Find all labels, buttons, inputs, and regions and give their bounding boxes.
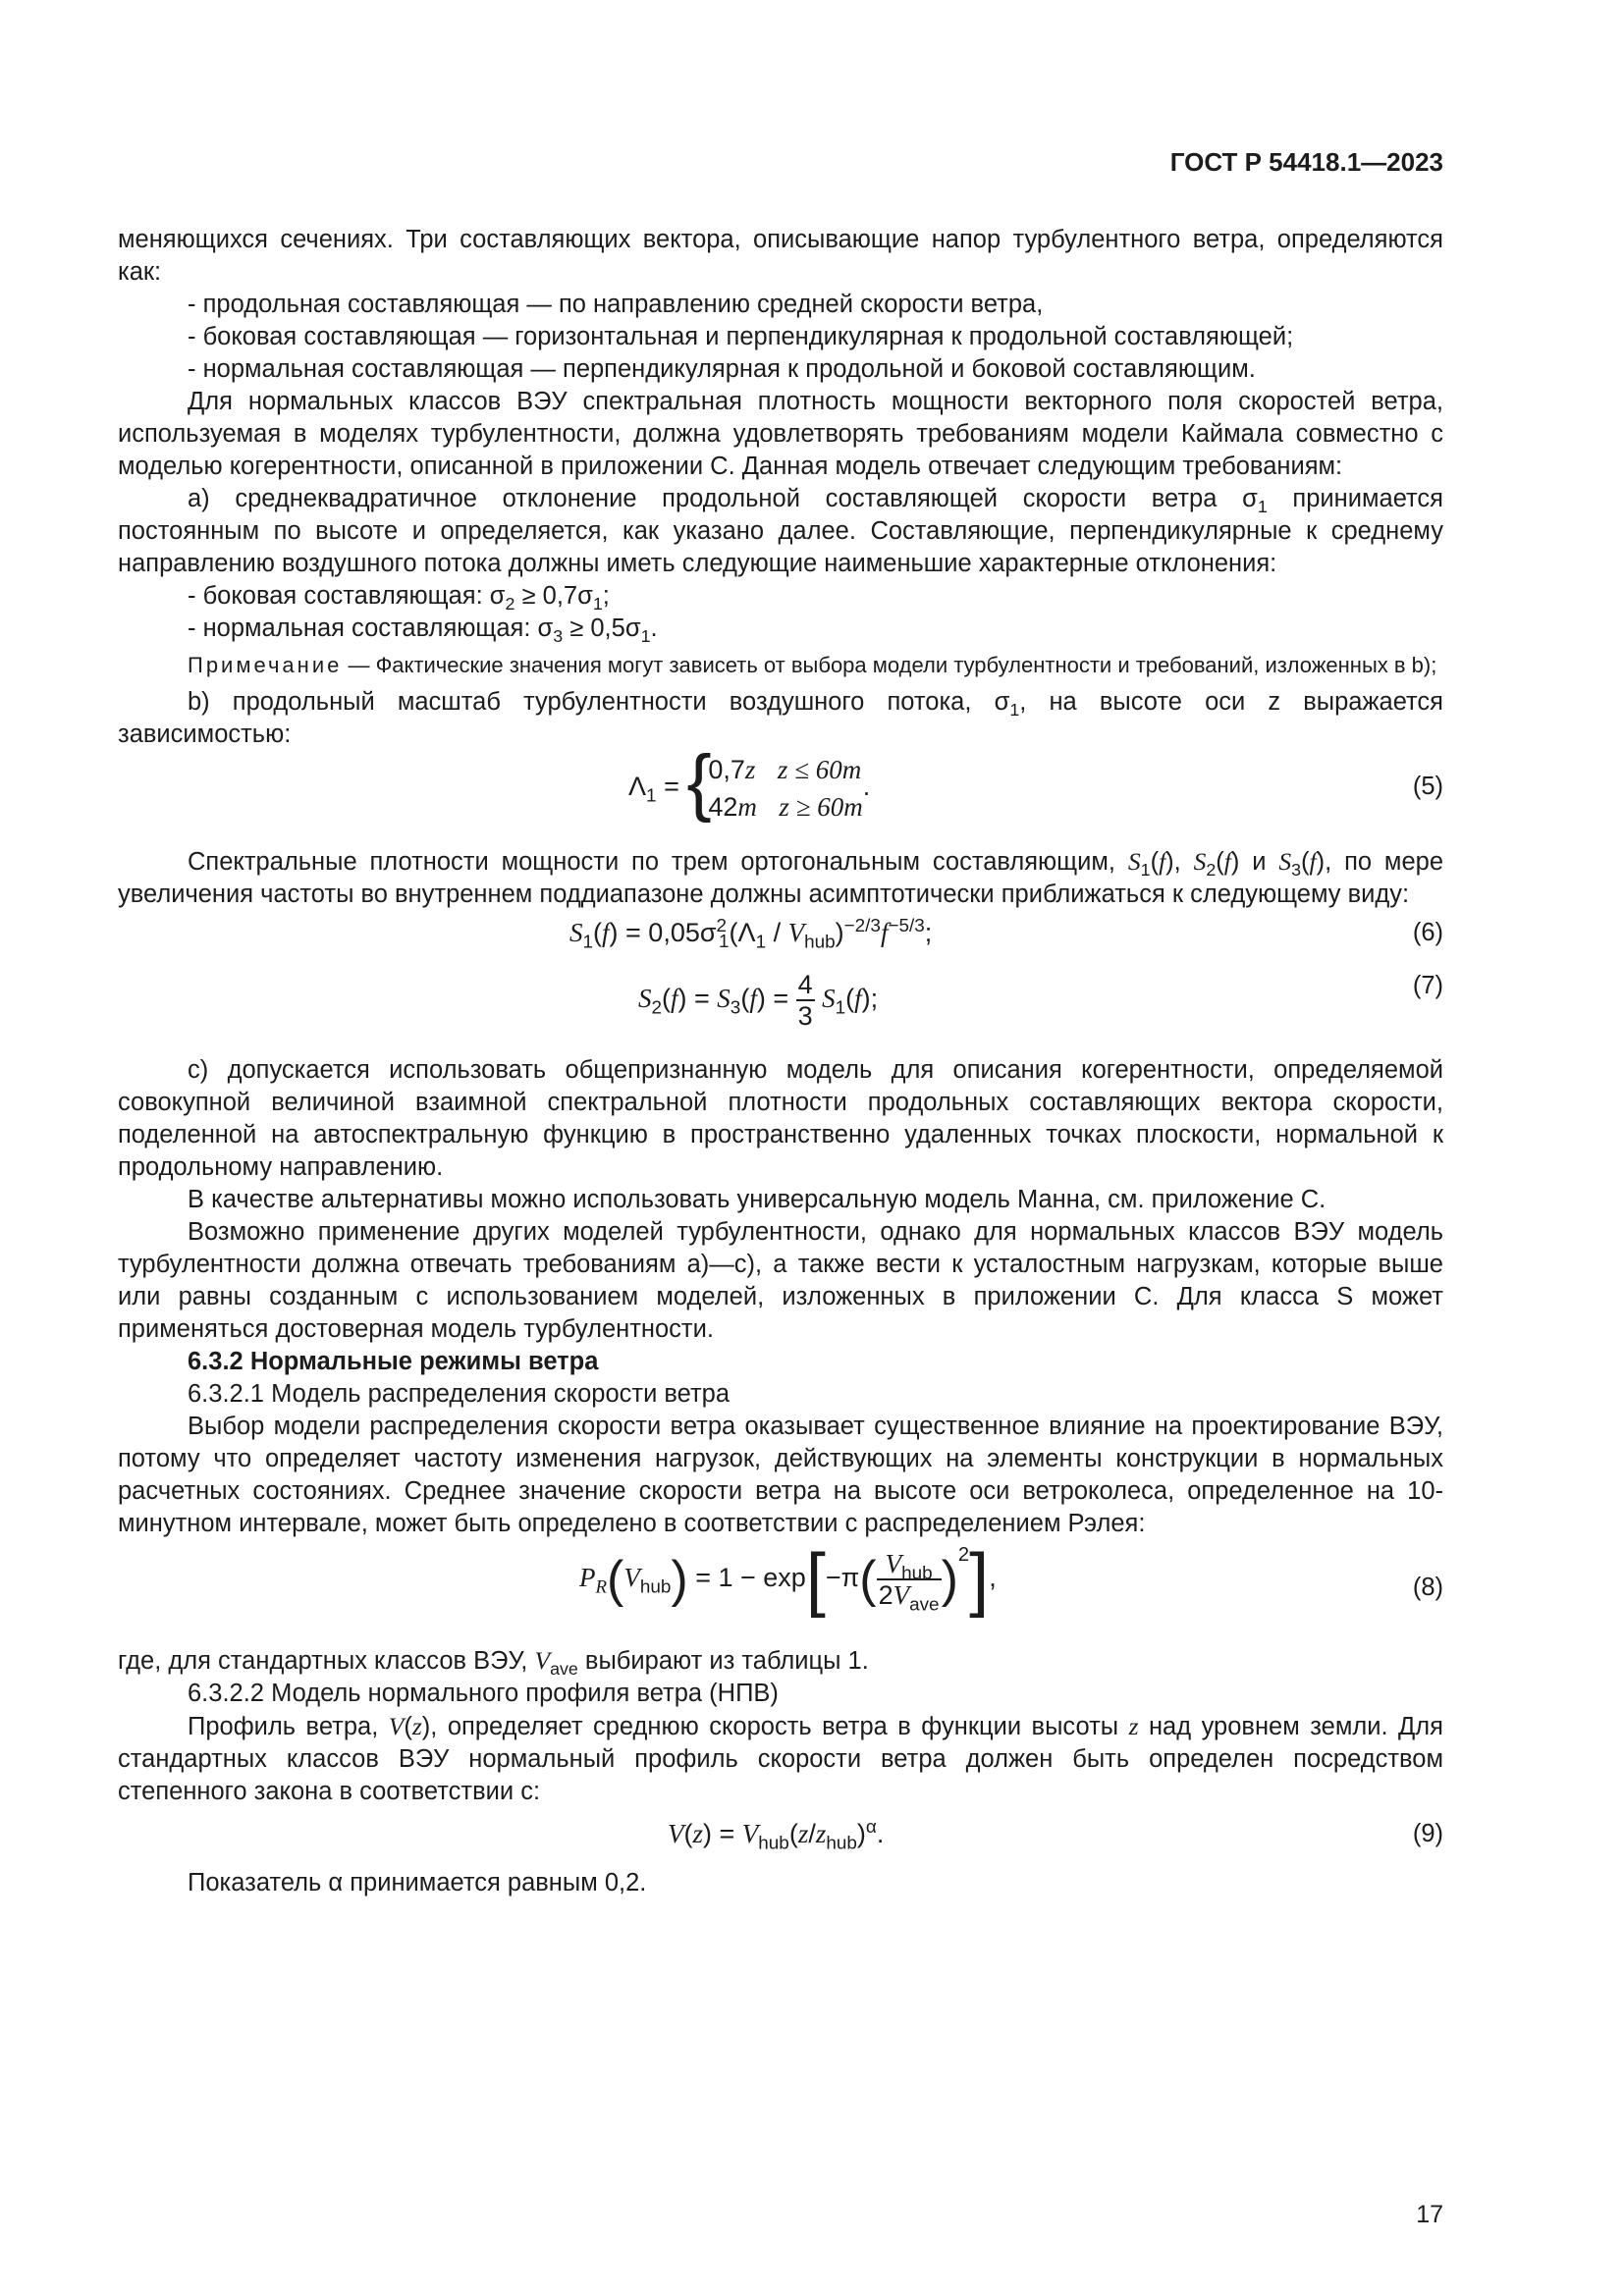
paragraph-kaimal: Для нормальных классов ВЭУ спектральная плотность мощности векторного поля скоростей ветра, используемая в моделях турбулентности, должна удовлетворять требованиям модели Каймала совместно с моделью когерентности, описанной в приложении С. Данная модель отвечает следующим требованиям: [118,388,1443,480]
list-item: - продольная составляющая — по направлению средней скорости ветра, [188,291,1044,318]
sigma-lateral: - боковая составляющая: $\sigma_2 \ge 0,7\sigma_1$; [188,582,610,614]
equation-9: $V(z) = V_{hub}(z/z_{hub})^\alpha$. (9) [668,1817,1443,1854]
equation-number: (5) [1412,773,1443,800]
equation-7: $S_2(f) = S_3(f)$ = $\frac{4}{3}$ $S_1(f)$; (7) [638,970,1443,1031]
equation-number: (8) [1412,1574,1443,1601]
paragraph-vave: где, для стандартных классов ВЭУ, $V_{ave}$ выбирают из таблицы 1. [118,1646,869,1680]
paragraph-item-c: с) допускается использовать общепризнанную модель для описания когерентности, определяемой совокупной величиной взаимной спектральной плотности продольных составляющих вектора скорости, поделенной на автоспектральную функцию в пространственно удаленных точках плоскости, нормальной к продольному направлению. [118,1056,1443,1181]
subsection-heading: 6.3.2.1 Модель распределения скорости ветра [188,1380,731,1408]
paragraph-mann: В качестве альтернативы можно использовать универсальную модель Манна, см. приложение С. [188,1186,1326,1213]
paragraph-other-models: Возможно применение других моделей турбулентности, однако для нормальных классов ВЭУ модель турбулентности должна отвечать требованиям а)—с), а также вести к усталостным нагрузкам, которые выше или равны созданным с использованием моделей, изложенных в приложении С. Для класса S может применяться достоверная модель турбулентности. [118,1218,1443,1343]
paragraph-rayleigh: Выбор модели распределения скорости ветра оказывает существенное влияние на проектирование ВЭУ, потому что определяет частоту изменения нагрузок, действующих на элементы конструкции в нормальных расчетных состояниях. Среднее значение скорости ветра на высоте оси ветроколеса, определенное на 10-минутном интервале, может быть определено в соответствии с распределением Рэлея: [118,1413,1443,1537]
subsection-heading: 6.3.2.2 Модель нормального профиля ветра (НПВ) [188,1680,779,1707]
note: Примечание — Фактические значения могут зависеть от выбора модели турбулентности и требований, изложенных в b); [188,653,1437,677]
equation-number: (9) [1412,1820,1443,1847]
note-label: Примечание [188,653,343,677]
equation-8: $P_R(V_{hub}) = 1 - \exp[-\pi$( $\frac{V_{hub}}{2V_{ave}}$ )$^2$], (8) [579,1540,1443,1619]
equation-6: $S_1(f) = 0,05\sigma^2_1(\Lambda_1 / V_{hub})^{-2/3}f^{-5/3}$; (6) [569,916,1443,953]
paragraph-profile: Профиль ветра, V(z), определяет среднюю скорость ветра в функции высоты z над уровнем земли. Для стандартных классов ВЭУ нормальный профиль скорости ветра должен быть определен посредством степенного закона в соответствии с: [118,1712,1443,1805]
paragraph-intro: меняющихся сечениях. Три составляющих вектора, описывающие напор турбулентного ветра, определяются как: [118,226,1443,286]
list-item: - боковая составляющая — горизонтальная и перпендикулярная к продольной составляющей; [188,323,1294,350]
paragraph-alpha: Показатель α принимается равным 0,2. [188,1869,647,1896]
sigma-normal: - нормальная составляющая: $\sigma_3 \ge 0,5\sigma_1$. [188,614,658,647]
section-heading: 6.3.2 Нормальные режимы ветра [188,1348,599,1375]
paragraph-item-b: b) продольный масштаб турбулентности воздушного потока, $\sigma_1$, на высоте оси z выражается зависимостью: [118,688,1443,748]
page-body [118,224,1443,1899]
list-item: - нормальная составляющая — перпендикулярная к продольной и боковой составляющим. [188,355,1256,383]
equation-5: $\Lambda_1$ = { 0,7z z ≤ 60m 42m z ≥ 60m . (5) [628,740,1443,824]
paragraph-spectral: Спектральные плотности мощности по трем ортогональным составляющим, $S_1(f)$, $S_2(f)$ и $S_3(f)$, по мере увеличения частоты во внутреннем поддиапазоне должны асимптотически приближаться к следующему виду: [118,847,1444,908]
page-number: 17 [1416,2201,1443,2228]
equation-number: (7) [1412,972,1443,999]
equation-number: (6) [1412,919,1443,946]
paragraph-item-a: а) среднеквадратичное отклонение продольной составляющей скорости ветра $\sigma_1$ принимается постоянным по высоте и определяется, как указано далее. Составляющие, перпендикулярные к среднему направлению воздушного потока должны иметь следующие наименьшие характерные отклонения: [118,485,1443,577]
document-header: ГОСТ Р 54418.1—2023 [1169,147,1443,177]
